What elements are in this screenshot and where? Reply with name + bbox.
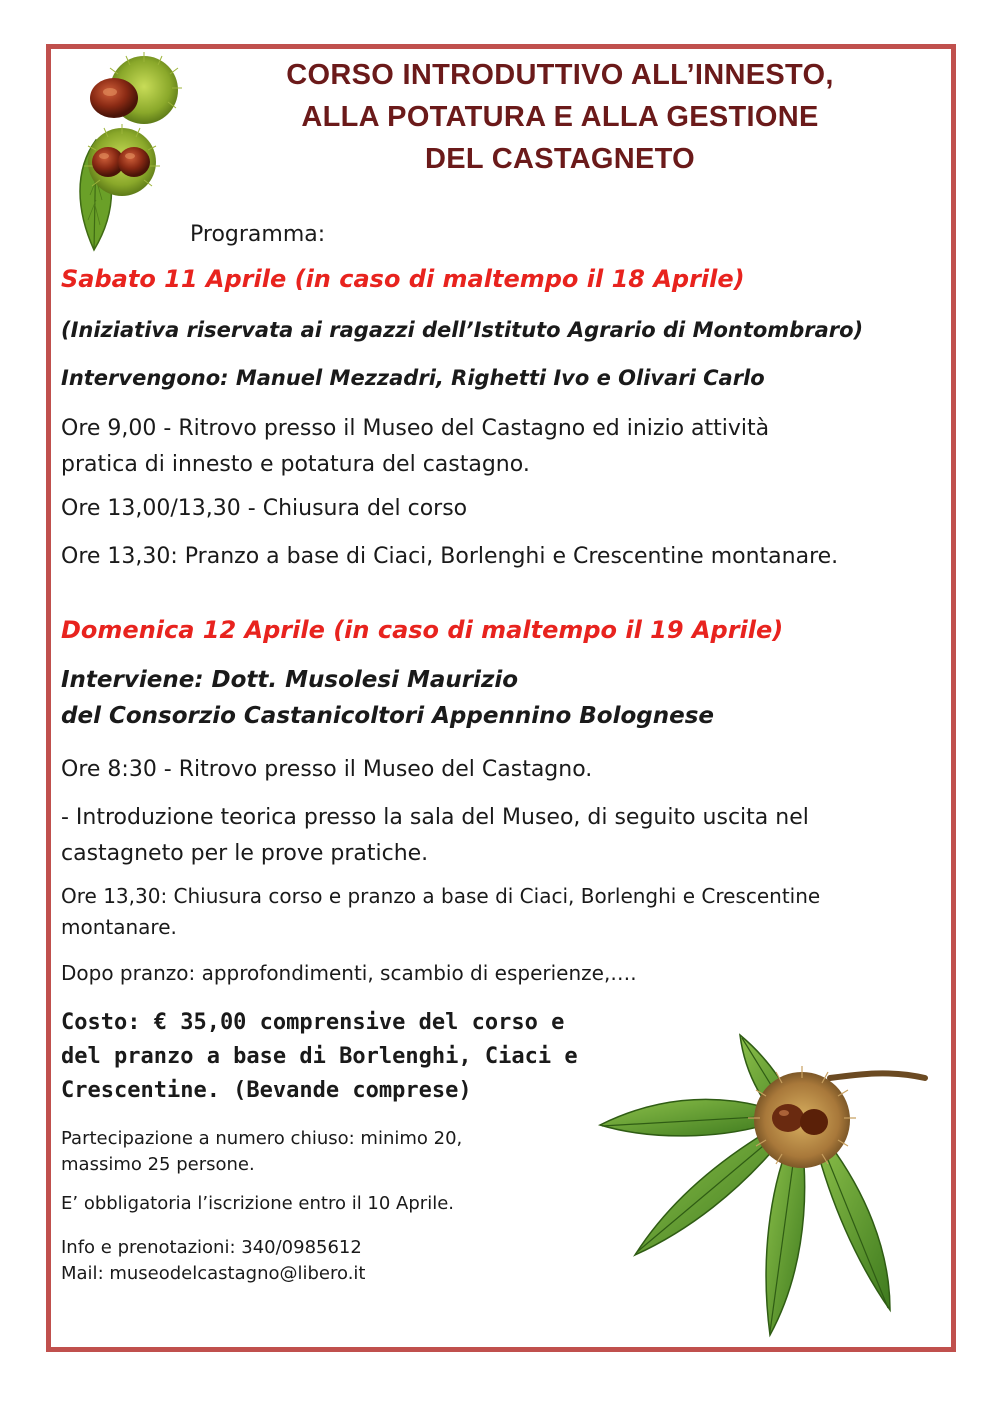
registration-deadline: E’ obbligatoria l’iscrizione entro il 10 Aprile.: [61, 1193, 454, 1214]
saturday-schedule-3: Ore 13,30: Pranzo a base di Ciaci, Borlenghi e Crescentine montanare.: [61, 544, 839, 569]
cost-line-2: del pranzo a base di Borlenghi, Ciaci e: [61, 1044, 578, 1069]
title-line-3: DEL CASTAGNETO: [424, 143, 696, 175]
sunday-schedule-3b: montanare.: [61, 915, 177, 939]
cost-line-1: Costo: € 35,00 comprensive del corso e: [61, 1010, 565, 1035]
title-line-2: ALLA POTATURA E ALLA GESTIONE: [301, 101, 819, 133]
saturday-speakers: Intervengono: Manuel Mezzadri, Righetti Ivo e Olivari Carlo: [61, 366, 765, 390]
chestnut-illustration-bottom-icon: [580, 1030, 940, 1342]
sunday-speaker-1: Interviene: Dott. Musolesi Maurizio: [61, 667, 519, 693]
program-label: Programma:: [190, 222, 326, 247]
sunday-schedule-2a: - Introduzione teorica presso la sala del Museo, di seguito uscita nel: [61, 805, 809, 830]
saturday-schedule-2: Ore 13,00/13,30 - Chiusura del corso: [61, 496, 468, 521]
saturday-note: (Iniziativa riservata ai ragazzi dell’Istituto Agrario di Montombraro): [61, 318, 864, 342]
page-title: [200, 54, 920, 180]
sunday-schedule-3a: Ore 13,30: Chiusura corso e pranzo a base di Ciaci, Borlenghi e Crescentine: [61, 884, 821, 908]
chestnut-illustration-top-icon: [66, 50, 186, 255]
cost-line-3: Crescentine. (Bevande comprese): [61, 1078, 472, 1103]
sunday-heading: Domenica 12 Aprile (in caso di maltempo il 19 Aprile): [61, 616, 784, 644]
participation-line-1: Partecipazione a numero chiuso: minimo 20,: [61, 1128, 463, 1149]
saturday-heading: Sabato 11 Aprile (in caso di maltempo il 18 Aprile): [61, 265, 745, 293]
sunday-speaker-2: del Consorzio Castanicoltori Appennino Bolognese: [61, 703, 715, 729]
saturday-schedule-1a: Ore 9,00 - Ritrovo presso il Museo del Castagno ed inizio attività: [61, 416, 770, 441]
title-line-1: CORSO INTRODUTTIVO ALL’INNESTO,: [286, 59, 834, 91]
info-phone: Info e prenotazioni: 340/0985612: [61, 1237, 362, 1258]
sunday-schedule-1: Ore 8:30 - Ritrovo presso il Museo del Castagno.: [61, 757, 593, 782]
sunday-schedule-2b: castagneto per le prove pratiche.: [61, 841, 429, 866]
sunday-schedule-4: Dopo pranzo: approfondimenti, scambio di esperienze,….: [61, 961, 637, 985]
saturday-schedule-1b: pratica di innesto e potatura del castagno.: [61, 452, 530, 477]
info-mail: Mail: museodelcastagno@libero.it: [61, 1263, 366, 1284]
participation-line-2: massimo 25 persone.: [61, 1154, 255, 1175]
